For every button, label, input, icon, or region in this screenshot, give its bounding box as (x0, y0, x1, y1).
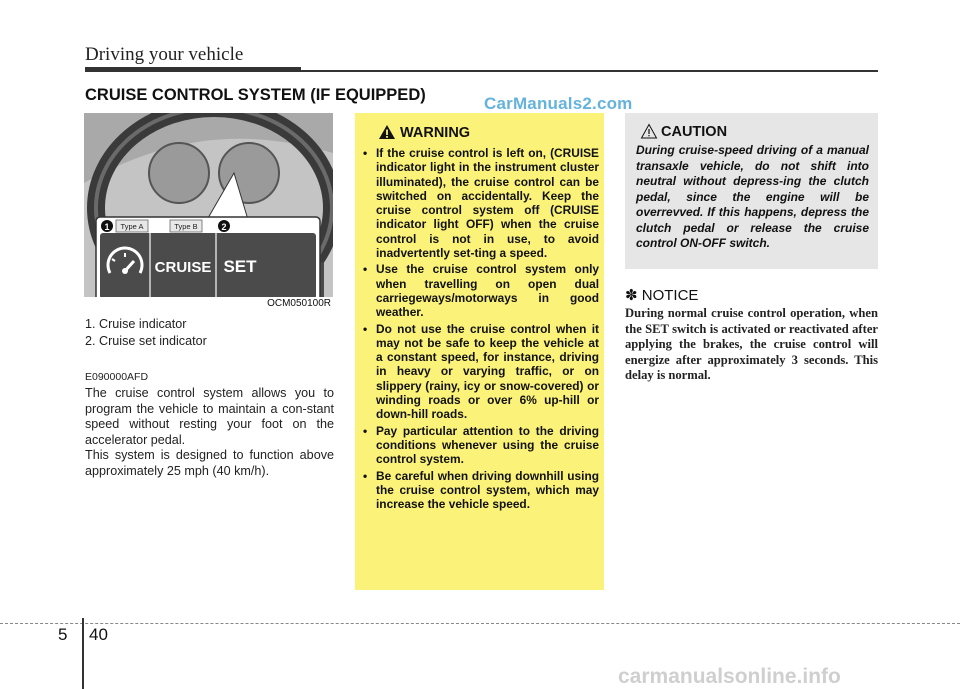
header-title: Driving your vehicle (85, 44, 244, 65)
caution-triangle-icon (640, 123, 658, 139)
notice-text: During normal cruise control operation, when the SET switch is activated or reactivated after applying the brakes, the cruise control will energize after approximately 3 seconds. This delay is normal. (625, 306, 878, 383)
type-a-tag: Type A (120, 222, 144, 231)
type-b-tag: Type B (174, 222, 198, 231)
figure-code: OCM050100R (84, 297, 333, 309)
steering-wheel-illustration (84, 113, 333, 309)
watermark-top: CarManuals2.com (484, 94, 633, 113)
chapter-number: 5 (58, 625, 68, 644)
warning-list (363, 146, 599, 513)
warning-item: • Use the cruise control system only when travelling on open dual carriegeways/motorways in good weather. (363, 262, 599, 320)
legend-item-2: 2. Cruise set indicator (85, 334, 207, 348)
caution-text: During cruise-speed driving of a manual transaxle vehicle, do not shift into neutral without depress-ing the clutch pedal, since the engine will be overrevved. If this happens, depress the clutch pedal or release the cruise control ON-OFF switch. (636, 143, 869, 250)
footer-rule (0, 623, 960, 624)
section-title: CRUISE CONTROL SYSTEM (IF EQUIPPED) (85, 86, 426, 104)
warning-box (355, 113, 604, 590)
reference-code: E090000AFD (85, 371, 149, 383)
warning-item: • If the cruise control is left on, (CRUISE indicator light in the instrument cluster illuminated), the cruise control can be switched on accidentally. Keep the cruise control system off (CRUISE indicator light OFF) when the cruise control is not in use, to avoid inadvertently set-ting a speed. (363, 146, 599, 261)
header-rule (85, 67, 301, 72)
warning-heading: WARNING (400, 125, 471, 141)
dashboard-figure (84, 113, 333, 309)
page-number: 40 (89, 625, 108, 644)
caution-box (625, 113, 878, 269)
footer-divider (82, 618, 84, 689)
cruise-indicator-label: CRUISE (154, 259, 212, 276)
callout-2-label: 2 (221, 222, 227, 232)
header-rule-thin (300, 70, 878, 72)
warning-item: • Do not use the cruise control when it may not be safe to keep the vehicle at a constant speed, for instance, driving in heavy or varying traffic, or on slippery (rainy, icy or snow-covered) or winding roads or over 6% up-hill or down-hill roads. (363, 321, 599, 422)
warning-triangle-icon (378, 124, 396, 140)
body-paragraph-2: This system is designed to function above approximately 25 mph (40 km/h). (85, 448, 334, 478)
warning-item: • Pay particular attention to the driving conditions whenever using the cruise control system. (363, 423, 599, 467)
warning-item: • Be careful when driving downhill using the cruise control system, which may increase the vehicle speed. (363, 468, 599, 512)
watermark-bottom: carmanualsonline.info (618, 665, 841, 688)
notice-heading: ✽ NOTICE (625, 287, 699, 304)
body-paragraph-1: The cruise control system allows you to program the vehicle to maintain a con-stant speed without resting your foot on the accelerator pedal. (85, 386, 334, 447)
set-indicator-label: SET (223, 257, 257, 276)
callout-1-label: 1 (104, 222, 110, 232)
legend-item-1: 1. Cruise indicator (85, 317, 187, 331)
caution-heading: CAUTION (661, 124, 728, 140)
